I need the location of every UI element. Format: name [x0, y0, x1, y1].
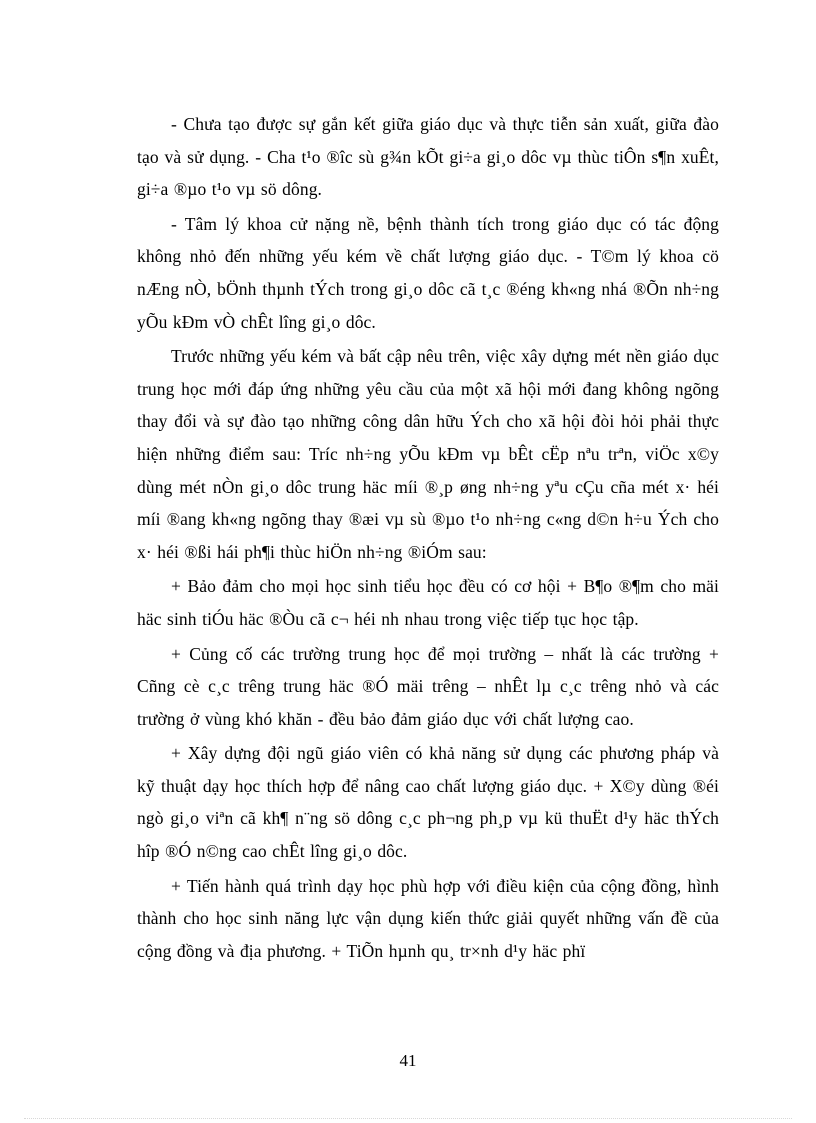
page-number: 41 — [399, 1051, 417, 1070]
page-bottom-divider — [24, 1118, 792, 1119]
body-text — [137, 108, 719, 969]
paragraph: + Tiến hành quá trình dạy học phù hợp với điều kiện của cộng đồng, hình thành cho học sinh năng lực vận dụng kiến thức giải quyết những vấn đề của cộng đồng và địa phương. + TiÕn hµnh qu¸ tr×nh d¹y häc phï — [137, 875, 719, 961]
paragraph: + Xây dựng đội ngũ giáo viên có khả năng sử dụng các phương pháp và kỹ thuật dạy học thích hợp để nâng cao chất lượng giáo dục. + X©y dùng ®éi ngò gi¸o viªn cã kh¶ n¨ng sö dông c¸c ph¬ng ph¸p vµ kü thuËt d¹y häc thÝch hîp ®Ó n©ng cao chÊt lîng gi¸o dôc. — [137, 743, 719, 862]
paragraph: + Bảo đảm cho mọi học sinh tiểu học đều có cơ hội + B¶o ®¶m cho mäi häc sinh tiÓu häc ®Òu cã c¬ héi nh nhau trong việc tiếp tục học tập. — [137, 576, 719, 629]
paragraph: - Chưa tạo được sự gắn kết giữa giáo dục và thực tiễn sản xuất, giữa đào tạo và sử dụng. - Cha t¹o ®îc sù g¾n kÕt gi÷a gi¸o dôc vµ thùc tiÔn s¶n xuÊt, gi÷a ®µo t¹o vµ sö dông. — [137, 114, 719, 200]
paragraph: - Tâm lý khoa cử nặng nề, bệnh thành tích trong giáo dục có tác động không nhỏ đến những yếu kém về chất lượng giáo dục. - T©m lý khoa cö nÆng nÒ, bÖnh thµnh tÝch trong gi¸o dôc cã t¸c ®éng kh«ng nhá ®Õn nh÷ng yÕu kÐm vÒ chÊt lîng gi¸o dôc. — [137, 213, 719, 332]
paragraph: Trước những yếu kém và bất cập nêu trên, việc xây dựng mét nền giáo dục trung học mới đáp ứng những yêu cầu của một xã hội mới đang không ngõng thay đổi và sự đào tạo những công dân hữu Ých cho xã hội đòi hỏi phải thực hiện những điểm sau: Tríc nh÷ng yÕu kÐm vµ bÊt cËp nªu trªn, viÖc x©y dùng mét nÒn gi¸o dôc trung häc míi ®¸p øng nh÷ng yªu cÇu cña mét x· héi míi ®ang kh«ng ngõng thay ®æi vµ sù ®µo t¹o nh÷ng c«ng d©n h÷u Ých cho x· héi ®ßi hái ph¶i thùc hiÖn nh÷ng ®iÓm sau: — [137, 346, 719, 562]
paragraph: + Củng cố các trường trung học để mọi trường – nhất là các trường + Cñng cè c¸c trêng trung häc ®Ó mäi trêng – nhÊt lµ c¸c trêng nhỏ và các trường ở vùng khó khăn - đều bảo đảm giáo dục với chất lượng cao. — [137, 643, 719, 729]
